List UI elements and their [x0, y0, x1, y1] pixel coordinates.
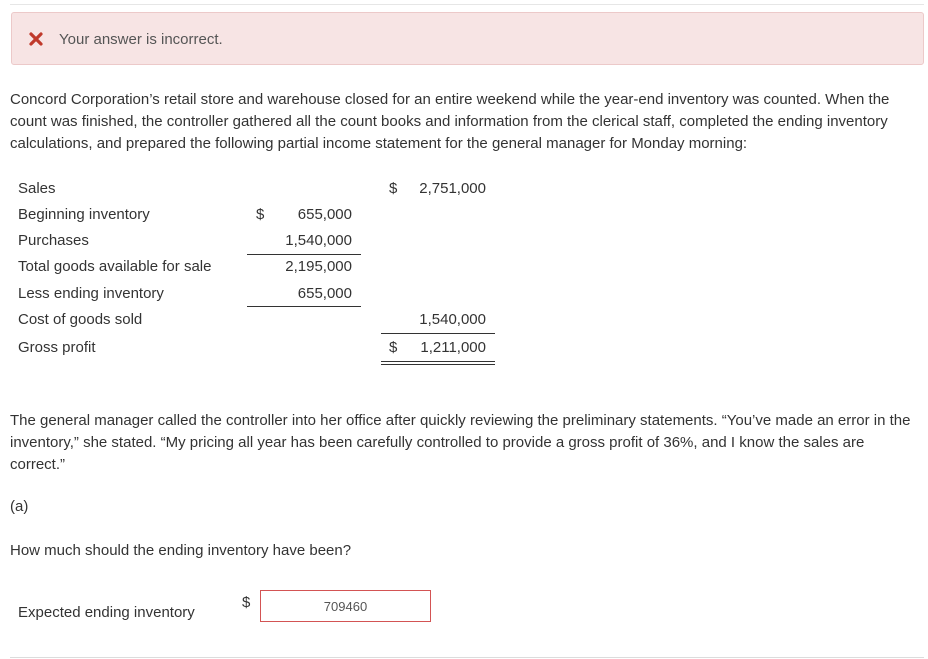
sales-dollar-sign: $: [389, 180, 398, 197]
incorrect-answer-alert: [11, 12, 924, 65]
cogs-underline: [381, 333, 495, 334]
answer-dollar-sign: $: [242, 594, 251, 611]
ending-inventory-label: Less ending inventory: [18, 285, 164, 302]
expected-ending-inventory-label: Expected ending inventory: [18, 604, 195, 621]
part-a-label: (a): [10, 498, 29, 515]
beginning-inventory-label: Beginning inventory: [18, 206, 150, 223]
ending-inventory-underline: [247, 306, 361, 307]
sales-label: Sales: [18, 180, 56, 197]
gross-profit-dollar-sign: $: [389, 339, 398, 356]
purchases-label: Purchases: [18, 232, 89, 249]
gross-profit-value: 1,211,000: [420, 339, 486, 356]
cogs-value: 1,540,000: [419, 311, 486, 328]
general-manager-statement: The general manager called the controller into her office after quickly reviewing the preliminary statements. “You’ve made an error in the inventory,” she stated. “My pricing all year has been carefully controlled to provide a gross profit of 36%, and I know the sales are correct.”: [10, 412, 911, 473]
gross-profit-label: Gross profit: [18, 339, 96, 356]
gross-profit-double-underline-top: [381, 361, 495, 362]
total-goods-label: Total goods available for sale: [18, 258, 212, 275]
gross-profit-double-underline-bottom: [381, 364, 495, 365]
total-goods-value: 2,195,000: [285, 258, 352, 275]
alert-message: Your answer is incorrect.: [59, 31, 223, 48]
expected-ending-inventory-input[interactable]: [260, 590, 431, 622]
ending-inventory-value: 655,000: [297, 285, 352, 302]
close-x-icon: [28, 31, 44, 47]
beginning-inventory-dollar-sign: $: [256, 206, 265, 223]
bottom-divider: [10, 657, 924, 658]
purchases-underline: [247, 254, 361, 255]
problem-intro: Concord Corporation’s retail store and warehouse closed for an entire weekend while the year-end inventory was counted. When the count was finished, the controller gathered all the count books and information from the clerical staff, completed the ending inventory calculations, and prepared the following partial income statement for the general manager for Monday morning:: [10, 91, 890, 152]
sales-value: 2,751,000: [419, 180, 486, 197]
beginning-inventory-value: 655,000: [297, 206, 352, 223]
purchases-value: 1,540,000: [285, 232, 352, 249]
part-a-question: How much should the ending inventory have been?: [10, 542, 352, 559]
top-divider: [10, 4, 924, 5]
cogs-label: Cost of goods sold: [18, 311, 143, 328]
